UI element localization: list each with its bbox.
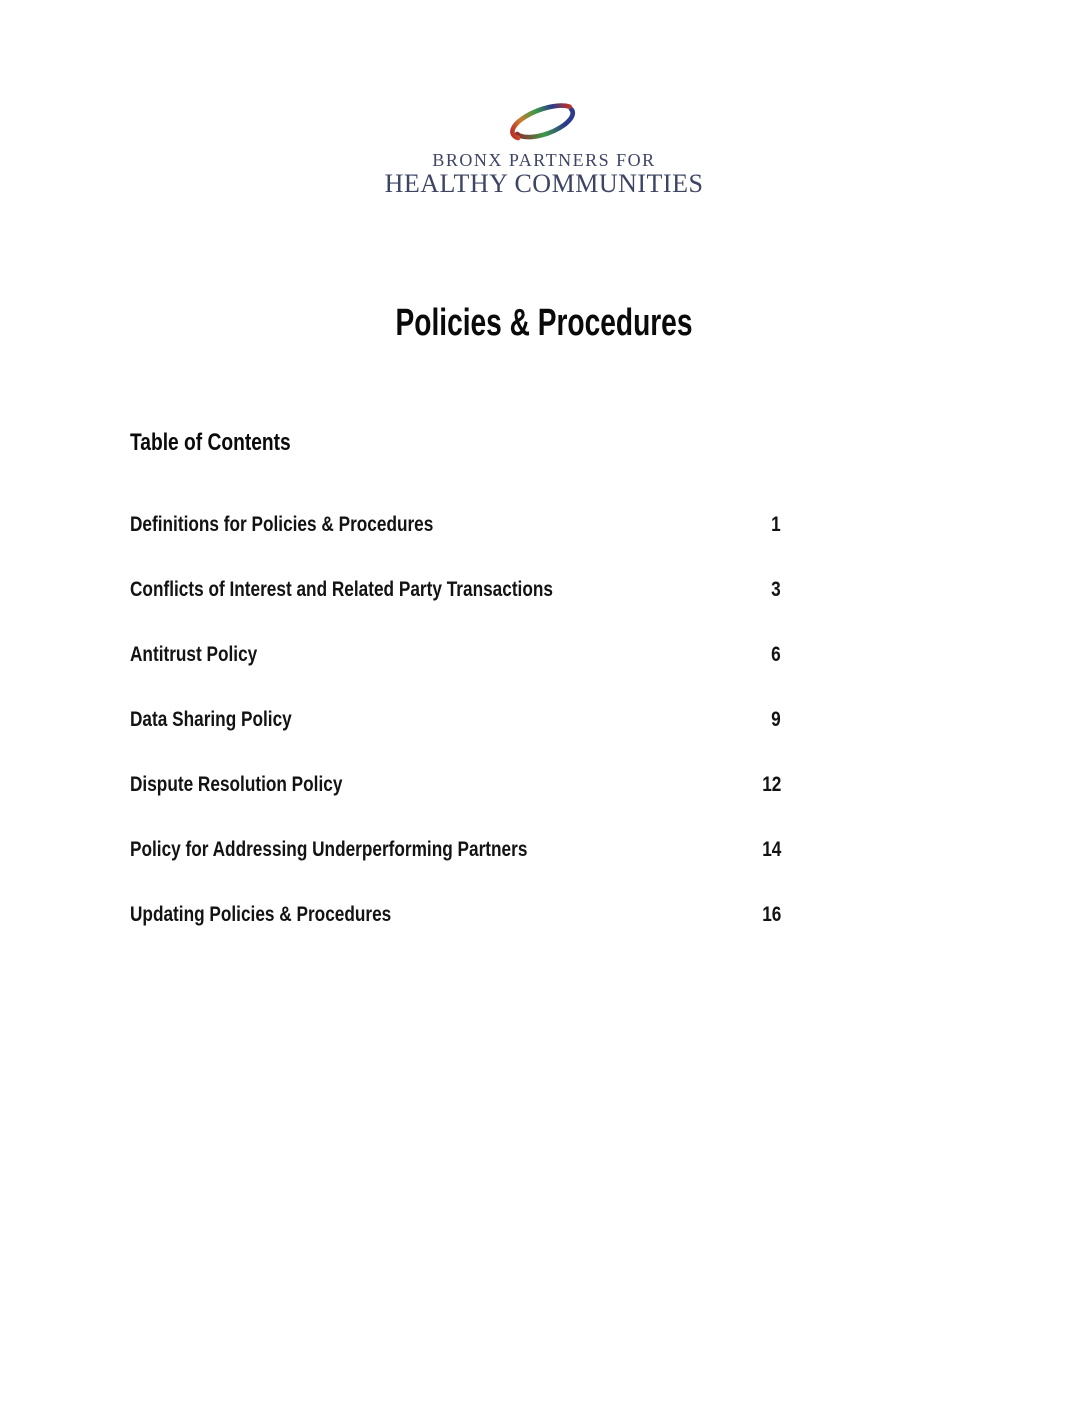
toc-entry-page-number: 1 — [771, 513, 781, 536]
toc-entry-label[interactable]: Updating Policies & Procedures — [130, 903, 392, 926]
toc-list — [130, 514, 781, 969]
toc-entry[interactable] — [130, 839, 781, 904]
toc-entry-label[interactable]: Dispute Resolution Policy — [130, 773, 343, 796]
toc-heading: Table of Contents — [130, 429, 291, 456]
toc-entry[interactable] — [130, 774, 781, 839]
toc-entry-page-number: 14 — [761, 838, 781, 861]
toc-entry-page-number: 9 — [771, 708, 781, 731]
toc-entry-label[interactable]: Data Sharing Policy — [130, 708, 292, 731]
document-title: Policies & Procedures — [395, 302, 693, 344]
toc-entry-page-number: 12 — [761, 773, 781, 796]
toc-entry[interactable] — [130, 904, 781, 969]
logo-swirl-icon — [508, 96, 580, 148]
toc-entry-page-number: 16 — [761, 903, 781, 926]
logo-org-name-line2: HEALTHY COMMUNITIES — [384, 169, 704, 198]
toc-entry[interactable] — [130, 514, 781, 579]
toc-entry-label[interactable]: Policy for Addressing Underperforming Partners — [130, 838, 528, 861]
toc-entry[interactable] — [130, 644, 781, 709]
toc-entry-label[interactable]: Definitions for Policies & Procedures — [130, 513, 434, 536]
toc-entry-label[interactable]: Conflicts of Interest and Related Party Transactions — [130, 578, 553, 601]
toc-entry-page-number: 6 — [771, 643, 781, 666]
logo-org-name-line1: BRONX PARTNERS FOR — [432, 150, 656, 170]
toc-entry[interactable] — [130, 579, 781, 644]
toc-entry-label[interactable]: Antitrust Policy — [130, 643, 258, 666]
toc-entry[interactable] — [130, 709, 781, 774]
toc-entry-page-number: 3 — [771, 578, 781, 601]
